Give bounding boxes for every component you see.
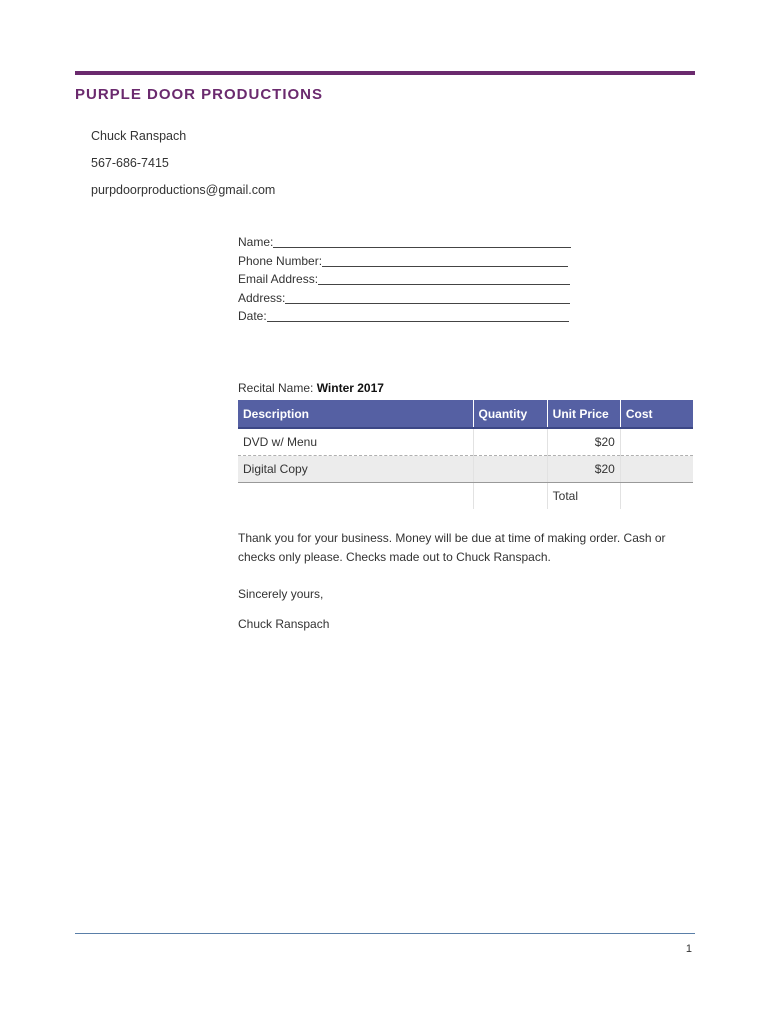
form-line-phone bbox=[238, 252, 571, 271]
form-line-address bbox=[238, 289, 571, 308]
footer-rule bbox=[75, 933, 695, 934]
form-line-date bbox=[238, 307, 571, 326]
header-unit-price: Unit Price bbox=[547, 400, 620, 428]
closing-message: Thank you for your business. Money will be due at time of making order. Cash or checks only please. Checks made out to Chuck Ranspach. bbox=[238, 531, 666, 564]
header-description: Description bbox=[238, 400, 473, 428]
total-value[interactable] bbox=[620, 483, 693, 510]
total-row bbox=[238, 483, 693, 510]
email-blank[interactable] bbox=[318, 271, 570, 285]
table-header-row bbox=[238, 400, 693, 428]
row-cost[interactable] bbox=[620, 456, 693, 483]
recital-name bbox=[238, 381, 384, 395]
row-unit-price: $20 bbox=[547, 428, 620, 456]
total-empty-cell bbox=[238, 483, 473, 510]
table-row bbox=[238, 428, 693, 456]
date-blank[interactable] bbox=[267, 308, 569, 322]
header-quantity: Quantity bbox=[473, 400, 547, 428]
page-number: 1 bbox=[685, 943, 692, 955]
recital-value: Winter 2017 bbox=[316, 381, 384, 395]
contact-name: Chuck Ranspach bbox=[91, 129, 187, 143]
customer-form bbox=[238, 233, 571, 326]
form-label-phone: Phone Number: bbox=[238, 253, 323, 268]
row-description: DVD w/ Menu bbox=[238, 428, 473, 456]
row-cost[interactable] bbox=[620, 428, 693, 456]
contact-phone: 567-686-7415 bbox=[91, 156, 169, 170]
table-row bbox=[238, 456, 693, 483]
name-blank[interactable] bbox=[273, 234, 571, 248]
closing-salutation: Sincerely yours, bbox=[238, 587, 324, 601]
closing-signature: Chuck Ranspach bbox=[238, 617, 330, 631]
recital-label: Recital Name: bbox=[238, 381, 314, 395]
form-line-name bbox=[238, 233, 571, 252]
header-rule bbox=[75, 71, 695, 75]
form-label-address: Address: bbox=[238, 290, 286, 305]
header-cost: Cost bbox=[620, 400, 693, 428]
row-description: Digital Copy bbox=[238, 456, 473, 483]
row-quantity[interactable] bbox=[473, 456, 547, 483]
row-quantity[interactable] bbox=[473, 428, 547, 456]
form-line-email bbox=[238, 270, 571, 289]
company-name: PURPLE DOOR PRODUCTIONS bbox=[75, 86, 324, 103]
address-blank[interactable] bbox=[285, 290, 570, 304]
order-table bbox=[238, 400, 693, 509]
contact-email: purpdoorproductions@gmail.com bbox=[91, 183, 276, 197]
form-label-email: Email Address: bbox=[238, 272, 319, 286]
total-empty-cell bbox=[473, 483, 547, 510]
total-label: Total bbox=[547, 483, 620, 510]
phone-blank[interactable] bbox=[322, 253, 568, 267]
form-label-date: Date: bbox=[238, 309, 267, 323]
row-unit-price: $20 bbox=[547, 456, 620, 483]
form-label-name: Name: bbox=[238, 235, 274, 249]
